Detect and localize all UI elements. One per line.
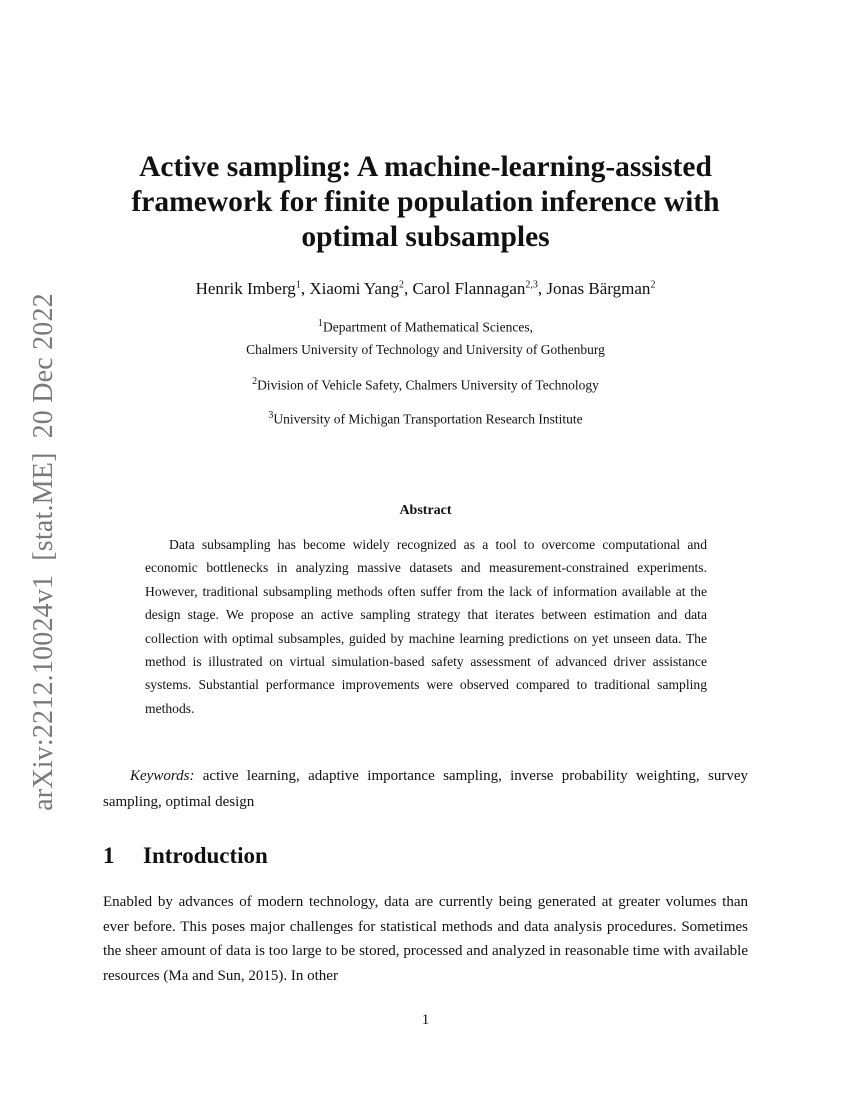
author-affiliation-mark: 1 bbox=[295, 279, 301, 291]
keywords-label: Keywords: bbox=[130, 768, 195, 784]
author-name: Carol Flannagan bbox=[412, 279, 526, 298]
affiliation-2 bbox=[103, 371, 748, 397]
author-affiliation-mark: 2 bbox=[399, 279, 405, 291]
keywords bbox=[103, 763, 748, 815]
author-separator: , bbox=[300, 279, 310, 298]
author-name: Henrik Imberg bbox=[195, 279, 296, 298]
title-line-1: Active sampling: A machine-learning-assisted bbox=[139, 151, 712, 183]
affiliation-1 bbox=[103, 313, 748, 361]
author-separator: , bbox=[537, 279, 547, 298]
paper-title bbox=[103, 150, 748, 255]
section-heading bbox=[103, 843, 748, 869]
affiliation-mark: 3 bbox=[268, 410, 274, 421]
page-number: 1 bbox=[421, 1012, 430, 1028]
title-line-3: optimal subsamples bbox=[301, 221, 550, 253]
author-name: Xiaomi Yang bbox=[309, 279, 400, 298]
affiliation-3 bbox=[103, 405, 748, 431]
title-line-2: framework for finite population inference with bbox=[131, 186, 720, 218]
affiliation-2-text: Division of Vehicle Safety, Chalmers University of Technology bbox=[257, 377, 599, 393]
abstract-text: Data subsampling has become widely recognized as a tool to overcome computational and economic bottlenecks in analyzing massive datasets and measurement-constrained experiments. However, traditional subsampling methods often suffer from the lack of information available at the design stage. We propose an active sampling strategy that iterates between estimation and data collection with optimal subsamples, guided by machine learning predictions on yet unseen data. The method is illustrated on virtual simulation-based safety assessment of advanced driver assistance systems. Substantial performance improvements were observed compared to traditional sampling methods. bbox=[145, 537, 707, 716]
arxiv-category: [stat.ME] bbox=[28, 452, 59, 561]
arxiv-id: arXiv:2212.10024v1 bbox=[28, 574, 59, 811]
author-affiliation-mark: 2 bbox=[650, 279, 656, 291]
affiliation-1-line-2: Chalmers University of Technology and University of Gothenburg bbox=[246, 341, 605, 357]
arxiv-date: 20 Dec 2022 bbox=[28, 293, 59, 439]
section-title: Introduction bbox=[143, 843, 268, 868]
author-list bbox=[103, 279, 748, 299]
affiliation-mark: 2 bbox=[252, 376, 258, 387]
author-name: Jonas Bärgman bbox=[546, 279, 651, 298]
section-number: 1 bbox=[103, 843, 115, 868]
author-affiliation-mark: 2,3 bbox=[525, 279, 538, 291]
arxiv-identifier-stamp bbox=[28, 279, 60, 811]
abstract-heading: Abstract bbox=[399, 503, 452, 518]
affiliation-3-text: University of Michigan Transportation Research Institute bbox=[273, 411, 583, 427]
author-separator: , bbox=[404, 279, 413, 298]
affiliation-mark: 1 bbox=[318, 318, 324, 329]
introduction-paragraph: Enabled by advances of modern technology, data are currently being generated at greater volumes than ever before. This poses major challenges for statistical methods and data analysis procedures. Sometimes the sheer amount of data is too large to be stored, processed and analyzed in reasonable time with available resources (Ma and Sun, 2015). In other bbox=[103, 894, 748, 984]
affiliation-1-line-1: Department of Mathematical Sciences, bbox=[323, 319, 533, 335]
keywords-text: active learning, adaptive importance sampling, inverse probability weighting, survey sampling, optimal design bbox=[103, 768, 748, 810]
